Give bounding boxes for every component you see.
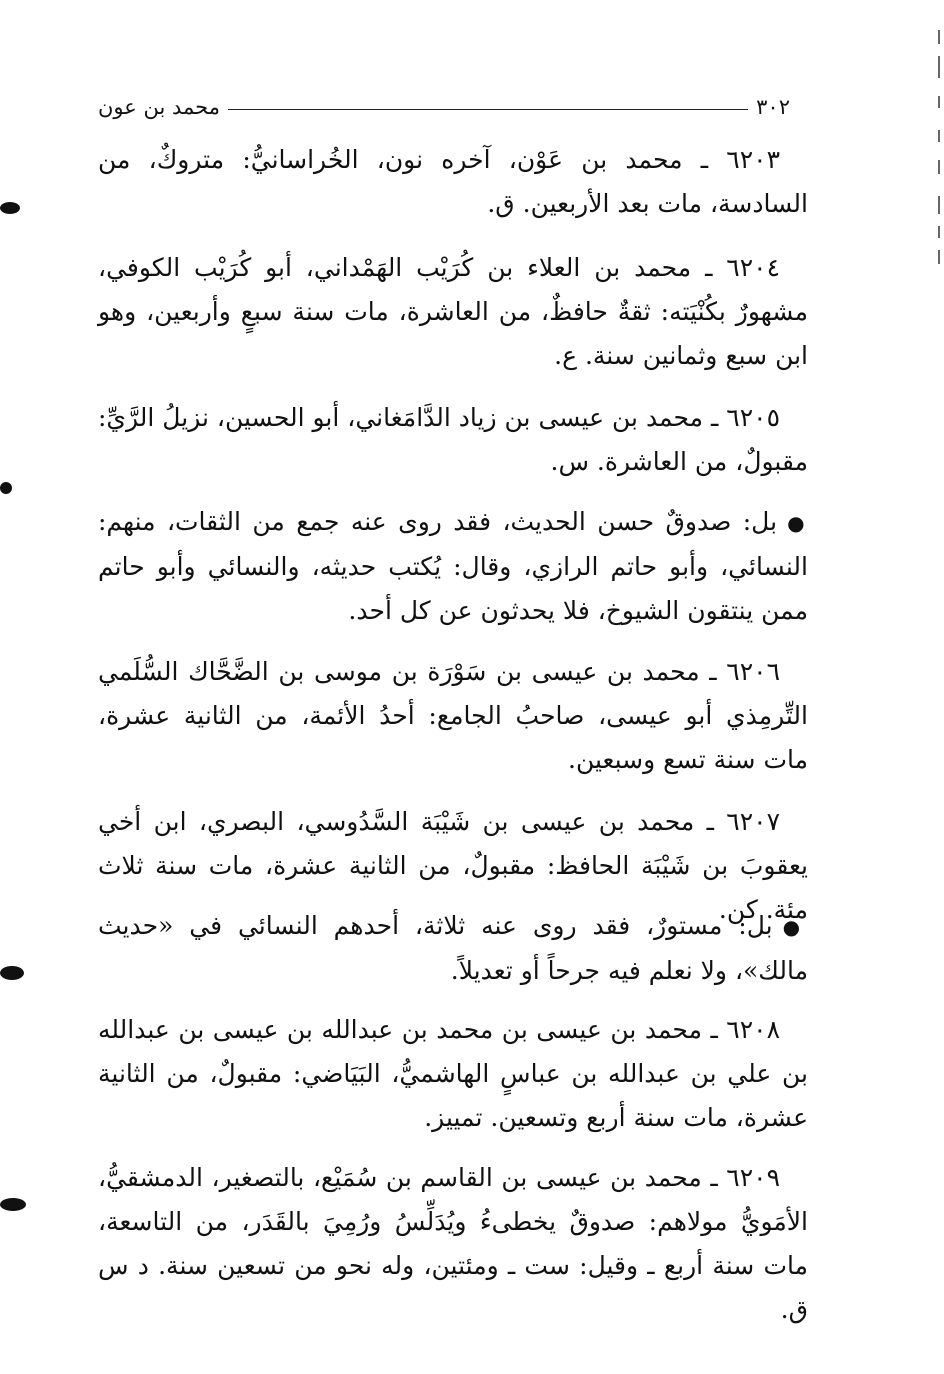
edge-tick [938,96,940,108]
edge-tick [938,250,940,264]
entry-6203 [98,138,808,226]
entry-text: ٦٢٠٥ ـ محمد بن عيسى بن زياد الدَّامَغاني، أبو الحسين، نزيلُ الرَّيِّ: مقبولٌ، من العاشرة. س. [98,403,808,476]
scan-mark [0,202,20,214]
scan-mark [0,1198,26,1211]
note-6205 [98,500,808,633]
scan-mark [0,966,24,980]
running-header [98,92,790,122]
note-text: بل: مستورٌ، فقد روى عنه ثلاثة، أحدهم النسائي في «حديث مالك»، ولا نعلم فيه جرحاً أو تعديلاً. [98,911,808,985]
note-text: بل: صدوقٌ حسن الحديث، فقد روى عنه جمع من الثقات، منهم: النسائي، وأبو حاتم الرازي، وقال: يُكتب حديثه، والنسائي وأبو حاتم ممن ينتقون الشيوخ، فلا يحدثون عن كل أحد. [98,507,808,625]
entry-6209 [98,1156,808,1332]
entry-text: ٦٢٠٩ ـ محمد بن عيسى بن القاسم بن سُمَيْع، بالتصغير، الدمشقيُّ، الأمَويُّ مولاهم: صدوقٌ يخطىءُ ويُدَلِّسُ ورُمِيَ بالقَدَر، من التاسعة، مات سنة أربع ـ وقيل: ست ـ ومئتين، وله نحو من تسعين سنة. د س ق. [98,1163,808,1324]
running-title: محمد بن عون [98,95,220,119]
entry-6206 [98,650,808,782]
edge-tick [938,226,940,238]
edge-tick [938,130,940,142]
entry-text: ٦٢٠٨ ـ محمد بن عيسى بن محمد بن عبدالله بن عيسى بن عبدالله بن علي بن عبدالله بن عباسٍ الهاشميُّ، البَيَاضي: مقبولٌ، من الثانية عشرة، مات سنة أربع وتسعين. تمييز. [98,1015,808,1132]
entry-text: ٦٢٠٧ ـ محمد بن عيسى بن شَيْبَة السَّدُوسي، البصري، ابن أخي يعقوبَ بن شَيْبَة الحافظ: مقبولٌ، من الثانية عشرة، مات سنة ثلاث مئة. كن. [98,807,808,924]
note-6207 [98,904,808,993]
entry-6205 [98,396,808,484]
scan-mark [0,482,12,494]
entry-6204 [98,246,808,378]
edge-tick [938,30,940,44]
edge-tick [938,196,940,214]
entry-text: ٦٢٠٤ ـ محمد بن العلاء بن كُرَيْب الهَمْداني، أبو كُرَيْب الكوفي، مشهورٌ بكُنْيَته: ثقةٌ حافظٌ، من العاشرة، مات سنة سبعٍ وأربعين، وهو ابن سبع وثمانين سنة. ع. [98,253,808,370]
entry-6208 [98,1008,808,1140]
page-number: ٣٠٢ [756,95,790,119]
edge-tick [938,56,940,78]
header-rule [228,109,748,110]
entry-text: ٦٢٠٦ ـ محمد بن عيسى بن سَوْرَة بن موسى بن الضَّحَّاك السُّلَمي التِّرمِذي أبو عيسى، صاحبُ الجامع: أحدُ الأئمة، من الثانية عشرة، مات سنة تسع وسبعين. [98,657,808,774]
entry-text: ٦٢٠٣ ـ محمد بن عَوْن، آخره نون، الخُراسانيُّ: متروكٌ، من السادسة، مات بعد الأربعين. ق. [98,145,808,218]
edge-tick [938,160,940,174]
